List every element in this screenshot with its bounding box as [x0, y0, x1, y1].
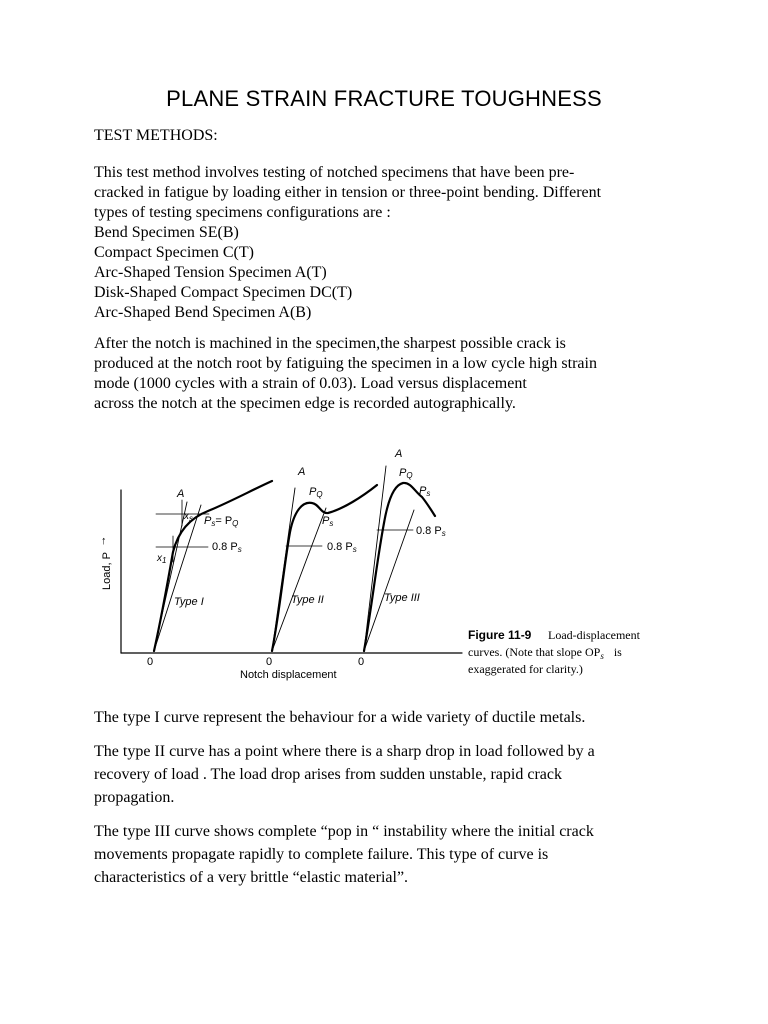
type3-line: characteristics of a very brittle “elastic material”.	[94, 869, 409, 886]
type2-secant-line	[272, 508, 326, 651]
procedure-paragraph	[94, 334, 694, 414]
type2-08ps-label: 0.8 Ps	[327, 541, 357, 554]
type1-paragraph	[94, 707, 694, 729]
type3-paragraph	[94, 820, 694, 889]
origin-label: 0	[358, 656, 365, 668]
intro-line: cracked in fatigue by loading either in tension or three-point bending. Different	[94, 184, 602, 201]
type3-line: The type III curve shows complete “pop in “ instability where the initial crack	[94, 823, 594, 840]
type2-line: The type II curve has a point where there is a sharp drop in load followed by a	[94, 743, 595, 760]
caption-line: curves. (Note that slope $OP_s$ is	[468, 645, 622, 661]
procedure-line: across the notch at the specimen edge is recorded autographically.	[94, 395, 516, 412]
type1-08ps-label: 0.8 Ps	[212, 541, 242, 554]
section-heading: TEST METHODS:	[94, 127, 218, 144]
type3-line: movements propagate rapidly to complete failure. This type of curve is	[94, 846, 549, 863]
caption-line: Load-displacement	[548, 628, 640, 642]
specimen-item: Compact Specimen C(T)	[94, 244, 254, 261]
procedure-line: mode (1000 cycles with a strain of 0.03). Load versus displacement	[94, 375, 527, 392]
intro-line: types of testing specimens configurations are :	[94, 204, 391, 221]
type3-ps-label: Ps	[419, 485, 431, 498]
type2-label: Type II	[291, 594, 324, 606]
type1-ps-pq-label: Ps= PQ	[204, 515, 239, 528]
type3-label: Type III	[384, 592, 420, 604]
intro-line: This test method involves testing of notched specimens that have been pre-	[94, 164, 575, 181]
type2-pq-label: PQ	[309, 486, 323, 499]
caption-title: Figure 11-9	[468, 628, 532, 642]
caption-line: exaggerated for clarity.)	[468, 662, 583, 676]
point-a-label: A	[395, 448, 403, 460]
specimen-item: Arc-Shaped Bend Specimen A(B)	[94, 304, 312, 321]
type3-curve	[364, 483, 435, 651]
type3-secant-line	[364, 510, 414, 651]
type2-curve	[272, 485, 377, 651]
page-title: PLANE STRAIN FRACTURE TOUGHNESS	[166, 86, 602, 111]
y-axis-arrow: ↑	[101, 535, 107, 547]
point-a-label: A	[298, 466, 306, 478]
type3-08ps-label: 0.8 Ps	[416, 525, 446, 538]
x-axis-label: Notch displacement	[240, 669, 337, 681]
origin-label: 0	[147, 656, 154, 668]
load-displacement-figure	[90, 440, 680, 690]
type1-label: Type I	[174, 596, 204, 608]
type2-line: recovery of load . The load drop arises from sudden unstable, rapid crack	[94, 766, 562, 783]
procedure-line: produced at the notch root by fatiguing the specimen in a low cycle high strain	[94, 355, 597, 372]
type1-xs-label: $x_s$	[184, 511, 193, 523]
figure-caption	[468, 628, 641, 676]
type3-pq-label: PQ	[399, 467, 413, 480]
procedure-line: After the notch is machined in the specimen,the sharpest possible crack is	[94, 335, 566, 352]
specimen-item: Arc-Shaped Tension Specimen A(T)	[94, 264, 327, 281]
origin-label: 0	[266, 656, 273, 668]
y-axis-label: Load, P	[101, 552, 113, 590]
type1-x1-label: $x_1$	[157, 553, 167, 565]
type2-line: propagation.	[94, 789, 175, 806]
type1-secant-line	[154, 505, 201, 651]
type2-paragraph	[94, 740, 694, 809]
specimen-item: Bend Specimen SE(B)	[94, 224, 239, 241]
type2-ps-label: Ps	[322, 515, 334, 528]
intro-paragraph	[94, 163, 694, 323]
type1-curve	[154, 481, 272, 651]
specimen-item: Disk-Shaped Compact Specimen DC(T)	[94, 284, 353, 301]
type1-line: The type I curve represent the behaviour for a wide variety of ductile metals.	[94, 709, 586, 726]
point-a-label: A	[177, 488, 185, 500]
